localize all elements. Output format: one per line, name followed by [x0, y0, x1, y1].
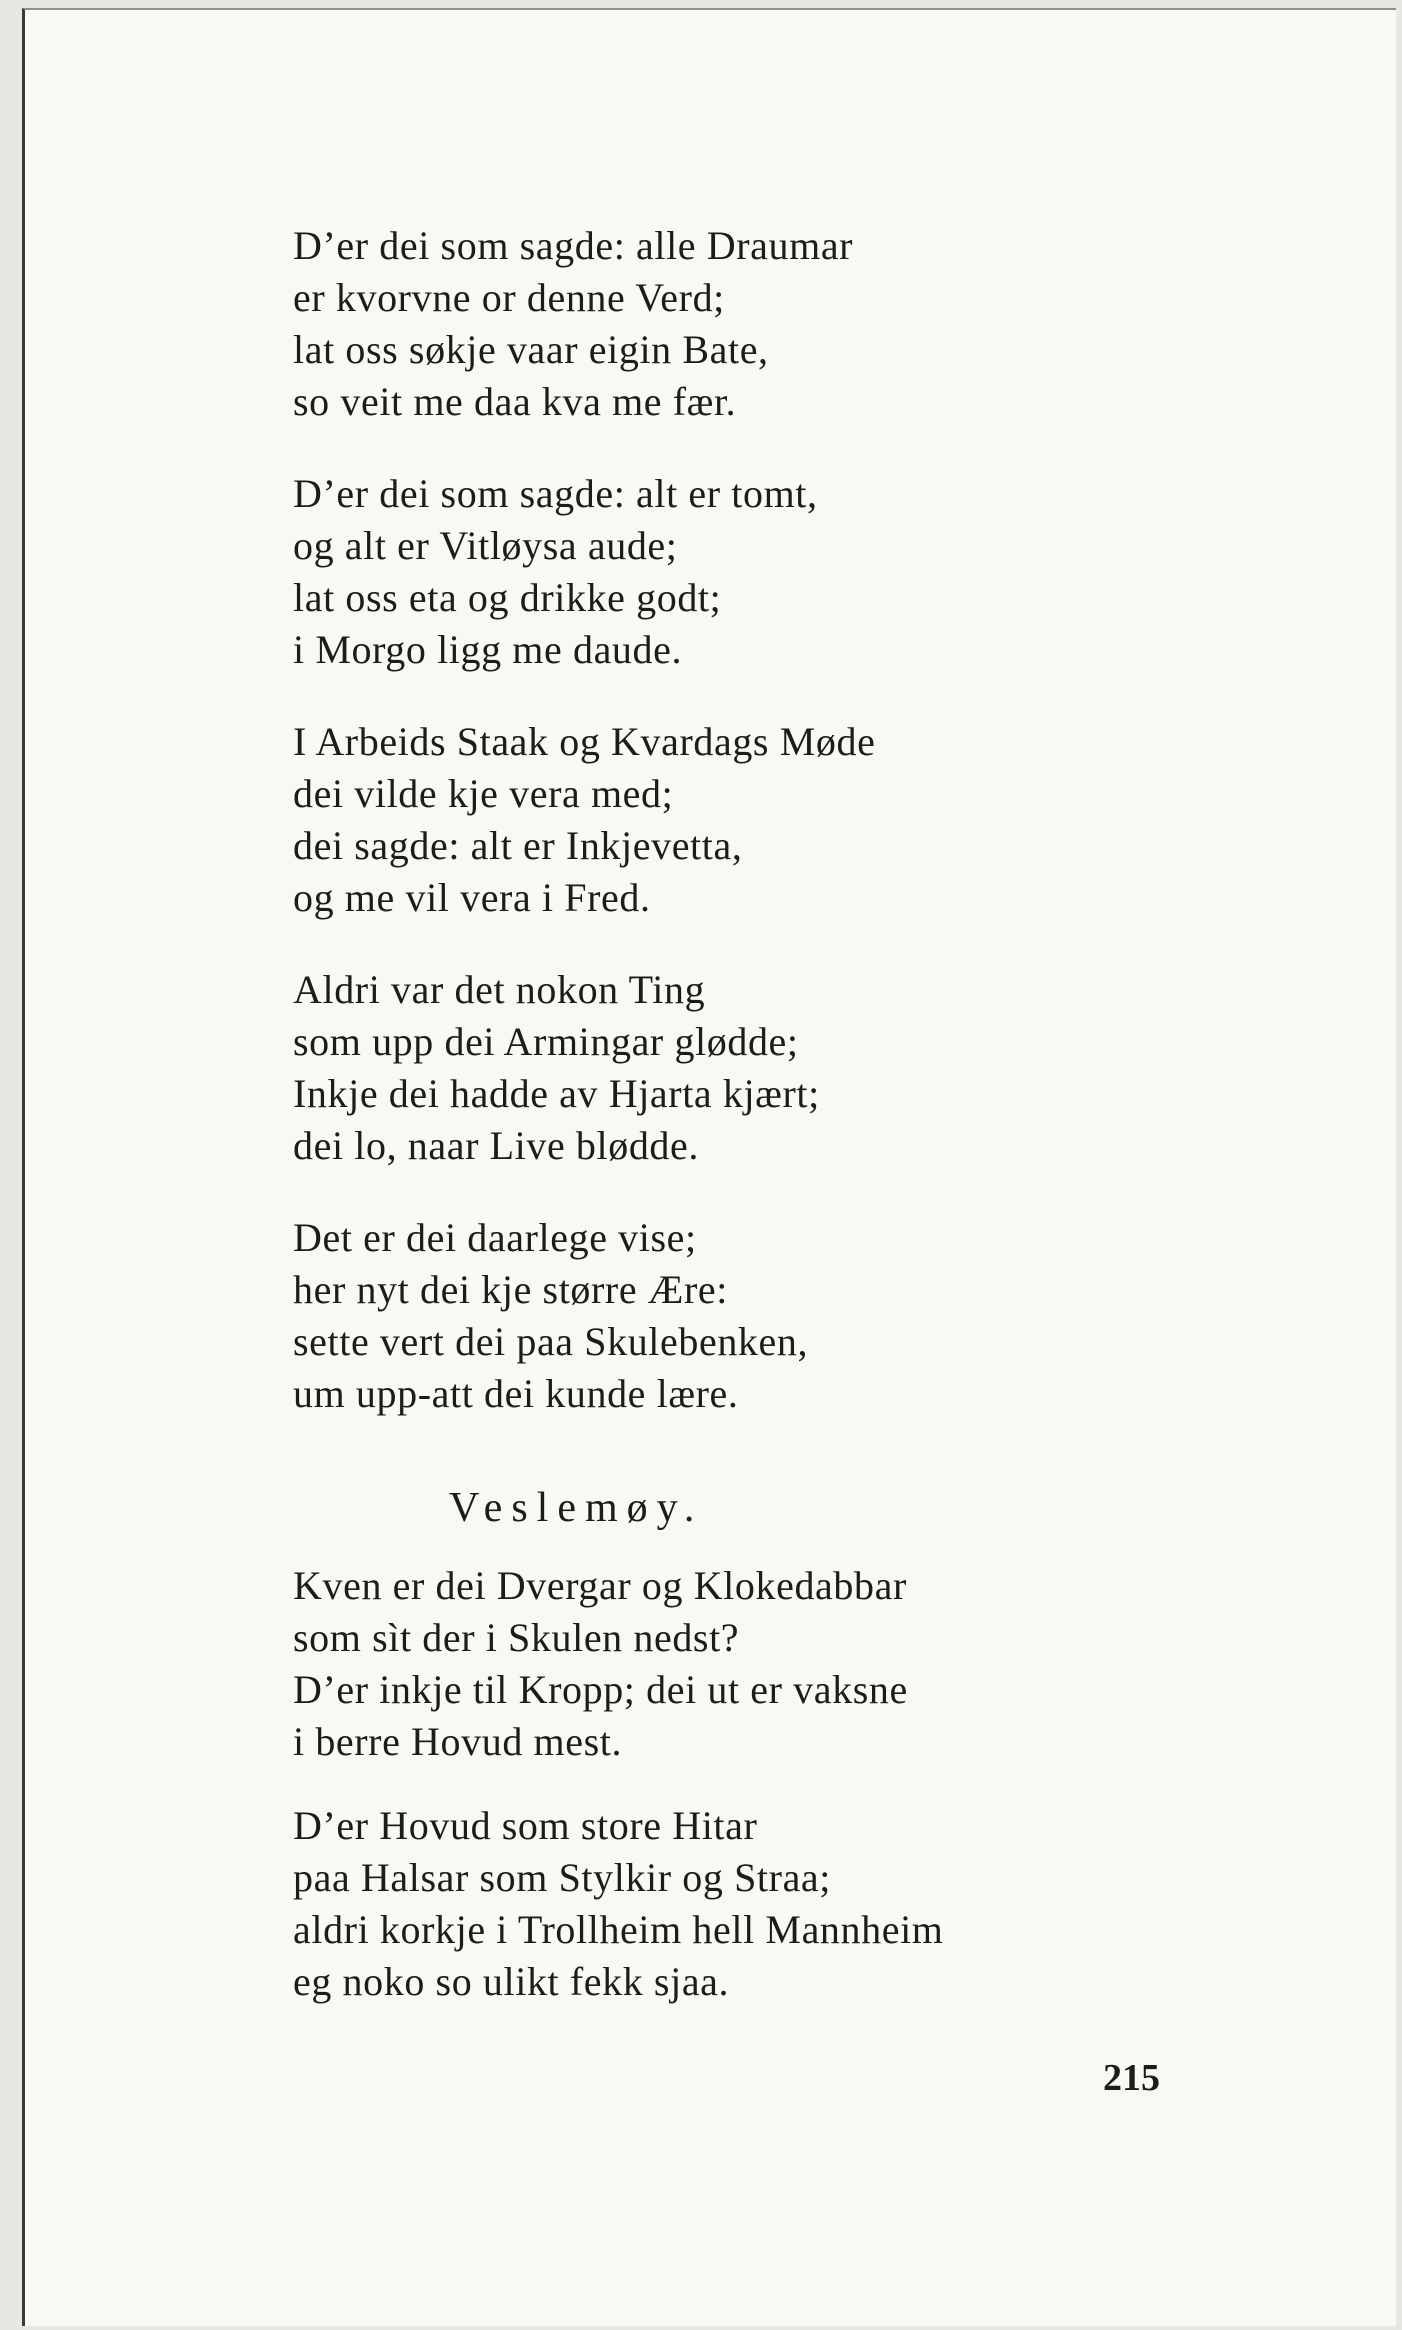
verse-line: Kven er dei Dvergar og Klokedabbar: [293, 1563, 907, 1608]
verse-line: her nyt dei kje større Ære:: [293, 1267, 728, 1312]
verse-line: lat oss eta og drikke godt;: [293, 575, 722, 620]
verse-line: dei sagde: alt er Inkjevetta,: [293, 823, 743, 868]
verse-line: og me vil vera i Fred.: [293, 875, 651, 920]
verse-line: so veit me daa kva me fær.: [293, 379, 737, 424]
verse-line: paa Halsar som Stylkir og Straa;: [293, 1855, 831, 1900]
verse-line: Det er dei daarlege vise;: [293, 1215, 697, 1260]
stanza-4: [293, 964, 820, 1172]
verse-line: som upp dei Armingar glødde;: [293, 1019, 799, 1064]
verse-line: er kvorvne or denne Verd;: [293, 275, 725, 320]
verse-line: um upp-att dei kunde lære.: [293, 1371, 739, 1416]
book-page: [22, 8, 1396, 2326]
verse-line: Aldri var det nokon Ting: [293, 967, 706, 1012]
section-heading: Veslemøy.: [449, 1485, 704, 1531]
verse-line: som sìt der i Skulen nedst?: [293, 1615, 740, 1660]
verse-line: i Morgo ligg me daude.: [293, 627, 683, 672]
verse-line: dei vilde kje vera med;: [293, 771, 674, 816]
verse-line: sette vert dei paa Skulebenken,: [293, 1319, 809, 1364]
verse-line: dei lo, naar Live blødde.: [293, 1123, 699, 1168]
verse-line: I Arbeids Staak og Kvardags Møde: [293, 719, 876, 764]
page-number: 215: [1103, 2057, 1160, 2099]
verse-line: i berre Hovud mest.: [293, 1719, 623, 1764]
verse-line: Inkje dei hadde av Hjarta kjært;: [293, 1071, 820, 1116]
verse-line: D’er Hovud som store Hitar: [293, 1803, 758, 1848]
stanza-1: [293, 220, 853, 428]
stanza-7: [293, 1800, 944, 2008]
verse-line: aldri korkje i Trollheim hell Mannheim: [293, 1907, 944, 1952]
verse-line: D’er dei som sagde: alt er tomt,: [293, 471, 818, 516]
verse-line: D’er inkje til Kropp; dei ut er vaksne: [293, 1667, 908, 1712]
verse-line: eg noko so ulikt fekk sjaa.: [293, 1959, 730, 2004]
stanza-5: [293, 1212, 808, 1420]
verse-line: lat oss søkje vaar eigin Bate,: [293, 327, 769, 372]
verse-line: og alt er Vitløysa aude;: [293, 523, 678, 568]
stanza-6: [293, 1560, 908, 1768]
stanza-3: [293, 716, 875, 924]
verse-line: D’er dei som sagde: alle Draumar: [293, 223, 854, 268]
stanza-2: [293, 468, 818, 676]
